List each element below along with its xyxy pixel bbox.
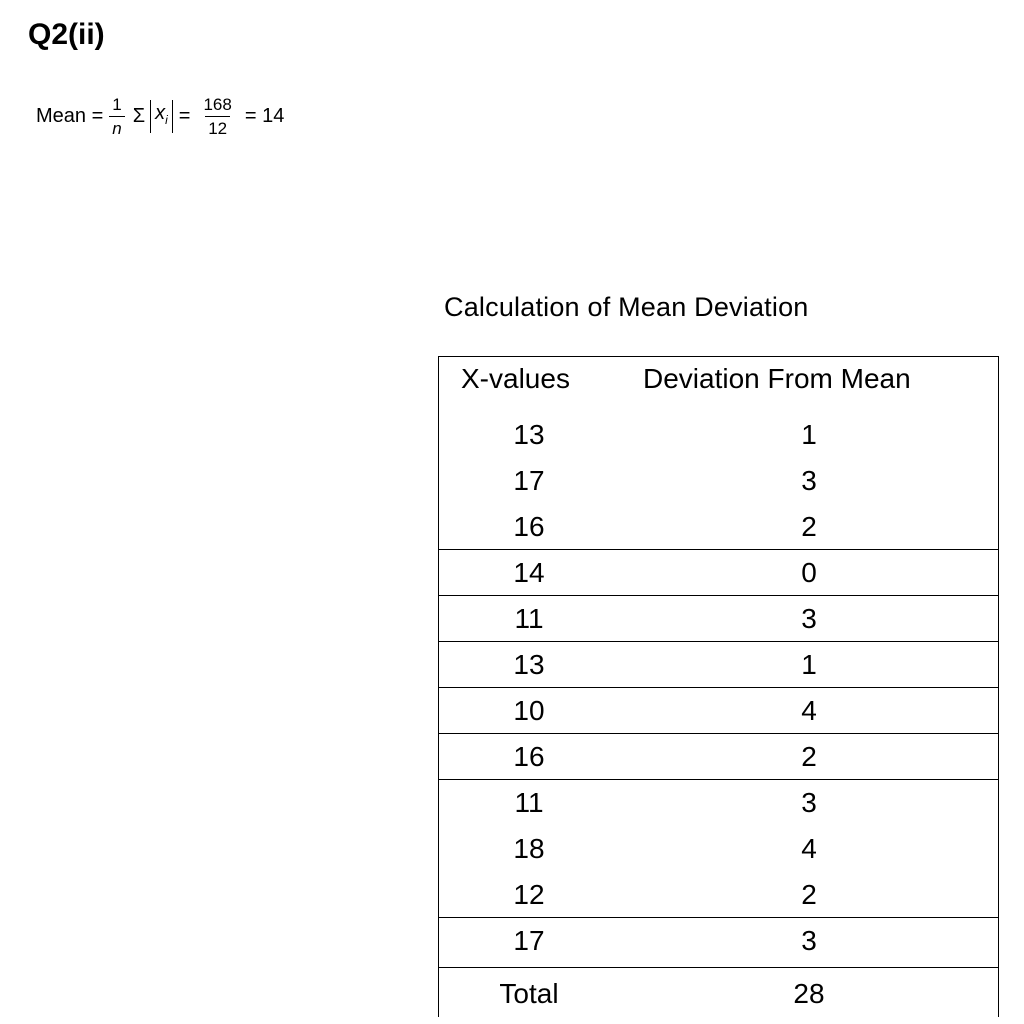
fraction-denominator: n xyxy=(109,116,124,137)
deviation-cell: 3 xyxy=(801,465,817,496)
table-row xyxy=(439,825,998,871)
total-label: Total xyxy=(499,978,559,1009)
table-row xyxy=(439,687,998,734)
mean-formula xyxy=(36,96,288,137)
x-value-cell: 14 xyxy=(513,557,545,588)
table-row xyxy=(439,779,998,825)
deviation-cell: 4 xyxy=(801,833,817,864)
fraction-numerator: 1 xyxy=(112,95,122,114)
formula-lhs: Mean = xyxy=(36,105,104,127)
deviation-cell: 1 xyxy=(801,649,817,680)
deviation-cell: 4 xyxy=(801,695,817,726)
equals-sign: = xyxy=(178,105,191,127)
header-deviation: Deviation From Mean xyxy=(643,363,911,394)
table-row xyxy=(439,549,998,596)
table-row xyxy=(439,595,998,642)
x-value-cell: 13 xyxy=(513,419,545,450)
x-value-cell: 10 xyxy=(513,695,545,726)
table-row xyxy=(439,457,998,503)
table-row xyxy=(439,503,998,550)
abs-variable: x xyxy=(155,102,166,124)
deviation-cell: 2 xyxy=(801,879,817,910)
fraction-sum-over-count xyxy=(200,96,234,137)
deviation-cell: 1 xyxy=(801,419,817,450)
table-row xyxy=(439,871,998,918)
fraction-denominator: 12 xyxy=(205,116,230,137)
deviation-cell: 3 xyxy=(801,603,817,634)
deviation-cell: 2 xyxy=(801,511,817,542)
x-value-cell: 18 xyxy=(513,833,545,864)
absolute-value-term xyxy=(150,100,173,133)
table-row xyxy=(439,411,998,457)
x-value-cell: 16 xyxy=(513,741,545,772)
table-row xyxy=(439,641,998,688)
deviation-cell: 3 xyxy=(801,925,817,956)
sigma-symbol: Σ xyxy=(132,105,146,127)
total-value: 28 xyxy=(793,978,825,1009)
x-value-cell: 12 xyxy=(513,879,545,910)
mean-deviation-table xyxy=(438,356,999,1017)
table-row xyxy=(439,733,998,780)
abs-subscript: i xyxy=(165,113,168,127)
header-x-values: X-values xyxy=(461,363,570,394)
x-value-cell: 17 xyxy=(513,465,545,496)
x-value-cell: 13 xyxy=(513,649,545,680)
x-value-cell: 16 xyxy=(513,511,545,542)
x-value-cell: 11 xyxy=(514,787,544,818)
x-value-cell: 11 xyxy=(514,603,544,634)
table-header-row xyxy=(439,363,998,407)
question-heading: Q2(ii) xyxy=(28,18,105,51)
deviation-cell: 0 xyxy=(801,557,817,588)
table-total-row xyxy=(439,967,998,1020)
deviation-cell: 3 xyxy=(801,787,817,818)
deviation-cell: 2 xyxy=(801,741,817,772)
x-value-cell: 17 xyxy=(513,925,545,956)
table-caption: Calculation of Mean Deviation xyxy=(444,292,809,322)
fraction-one-over-n xyxy=(109,96,124,137)
table-row xyxy=(439,917,998,963)
fraction-numerator: 168 xyxy=(203,95,232,114)
formula-result: = 14 xyxy=(244,105,285,127)
